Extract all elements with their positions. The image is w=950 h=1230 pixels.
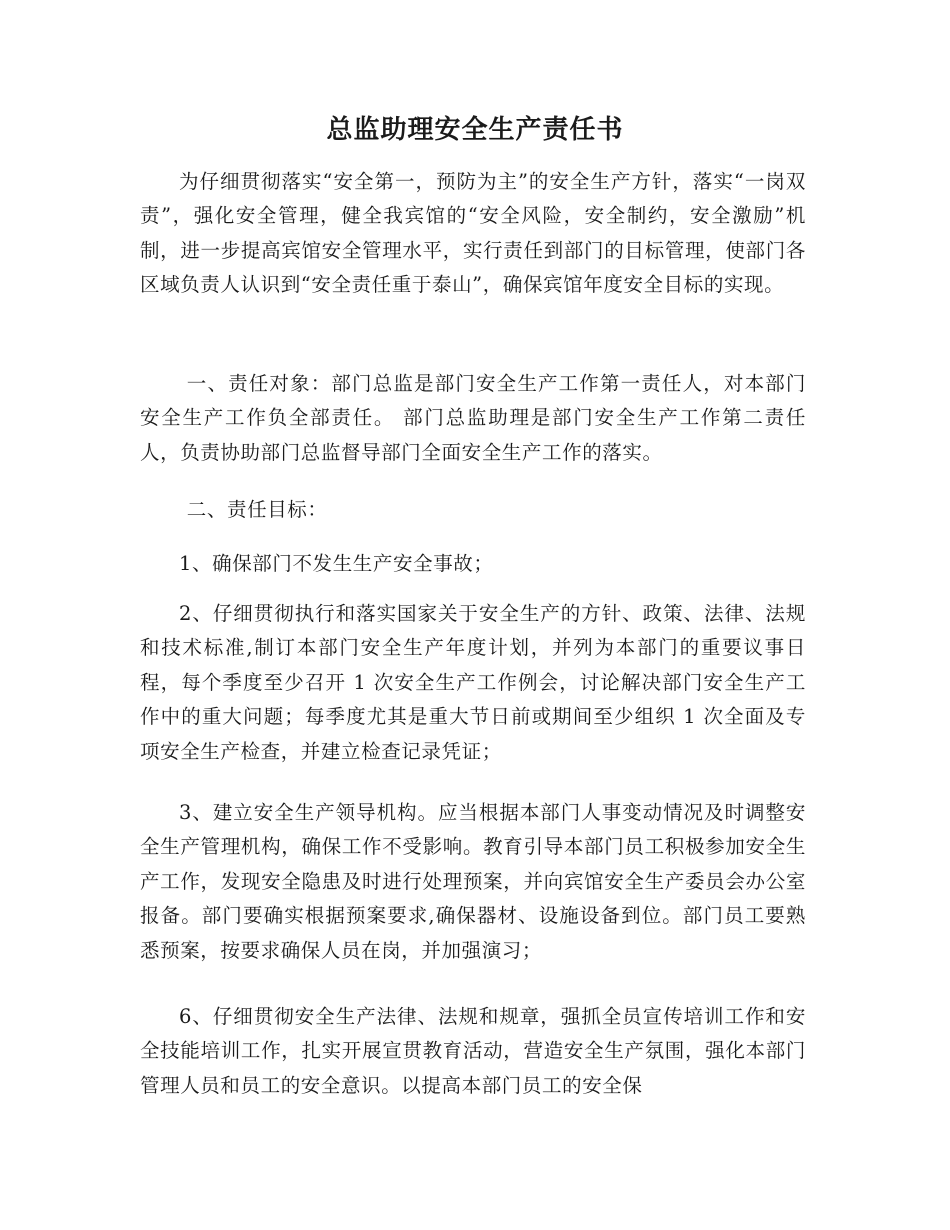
section-responsibility-object: 一、责任对象：部门总监是部门安全生产工作第一责任人，对本部门安全生产工作负全部责任。 部门总监助理是部门安全生产工作第二责任人，负责协助部门总监督导部门全面安全生产工作的落实。 [140, 372, 806, 464]
document-title: 总监助理安全生产责任书 [326, 115, 624, 145]
intro-paragraph: 为仔细贯彻落实“安全第一，预防为主”的安全生产方针，落实“一岗双责”，强化安全管理，健全我宾馆的“安全风险，安全制约，安全激励”机制，进一步提高宾馆安全管理水平，实行责任到部门的目标管理，使部门各区域负责人认识到“安全责任重于泰山”，确保宾馆年度安全目标的实现。 [140, 170, 806, 297]
goal-item-2: 2、仔细贯彻执行和落实国家关于安全生产的方针、政策、法律、法规和技术标准,制订本部门安全生产年度计划，并列为本部门的重要议事日程，每个季度至少召开 1 次安全生产工作例会，讨论解决部门安全生产工作中的重大问题；每季度尤其是重大节日前或期间至少组织 1 次全面及专项安全生产检查，并建立检查记录凭证； [140, 602, 806, 763]
section-responsibility-goal-heading: 二、责任目标： [186, 498, 328, 521]
goal-item-3: 3、建立安全生产领导机构。应当根据本部门人事变动情况及时调整安全生产管理机构，确保工作不受影响。教育引导本部门员工积极参加安全生产工作，发现安全隐患及时进行处理预案，并向宾馆安全生产委员会办公室报备。部门要确实根据预案要求,确保器材、设施设备到位。部门员工要熟悉预案，按要求确保人员在岗，并加强演习； [140, 801, 806, 962]
goal-item-1: 1、确保部门不发生生产安全事故； [179, 552, 494, 575]
goal-item-6: 6、仔细贯彻安全生产法律、法规和规章，强抓全员宣传培训工作和安全技能培训工作，扎实开展宣贯教育活动，营造安全生产氛围，强化本部门管理人员和员工的安全意识。以提高本部门员工的安全保 [140, 1005, 806, 1097]
